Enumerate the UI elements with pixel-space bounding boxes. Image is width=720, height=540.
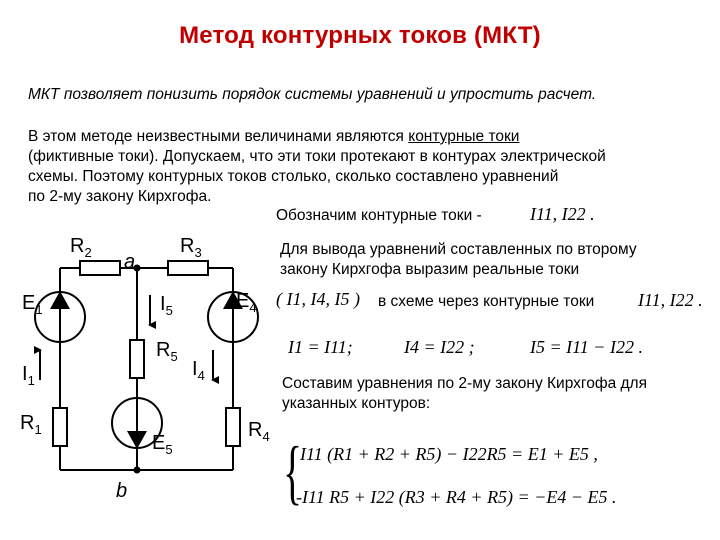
intro-text: МКТ позволяет понизить порядок системы уравнений и упростить расчет. (28, 86, 597, 103)
equation-1: I11 (R1 + R2 + R5) − I22R5 = E1 + E5 , (300, 444, 598, 464)
relation-i4: I4 = I22 ; (404, 337, 475, 357)
label-r1: $R_1$ (20, 412, 42, 437)
label-r2: $R_2$ (70, 235, 92, 260)
label-e4: $E_4$ (236, 290, 257, 315)
relation-i5: I5 = I11 − I22 . (530, 337, 643, 357)
para-line1: В этом методе неизвестными величинами являются (28, 128, 409, 145)
compose-line2: указанных контуров: (282, 395, 431, 412)
source-e4 (208, 291, 258, 343)
label-i5: $I_5$ (160, 293, 173, 318)
resistor-r2 (80, 261, 120, 275)
express-mid: в схеме через контурные токи (378, 293, 595, 310)
express-contour-math: I11, I22 . (638, 290, 703, 310)
label-e5: $E_5$ (152, 432, 173, 457)
para-line4: по 2-му закону Кирхгофа. (28, 188, 212, 205)
express-line2: закону Кирхгофа выразим реальные токи (280, 261, 580, 278)
resistor-r4 (226, 408, 240, 446)
system-brace: { (283, 432, 303, 512)
label-r4: $R_4$ (248, 419, 270, 444)
real-currents-math: ( I1, I4, I5 ) (276, 289, 360, 309)
method-paragraph (28, 127, 708, 207)
label-node-b: b (116, 480, 128, 502)
designate-text: Обозначим контурные токи - (276, 207, 482, 224)
label-r5: $R_5$ (156, 339, 178, 364)
equation-2: -I11 R5 + I22 (R3 + R4 + R5) = −E4 − E5 . (296, 487, 617, 507)
para-line2: (фиктивные токи). Допускаем, что эти токи протекают в контурах электрической (28, 148, 606, 165)
compose-line1: Составим уравнения по 2-му закону Кирхгофа для (282, 375, 647, 392)
label-i1: $I_1$ (22, 363, 35, 388)
express-line1: Для вывода уравнений составленных по второму (280, 241, 637, 258)
label-node-a: a (124, 251, 136, 273)
resistor-r5 (130, 340, 144, 378)
label-i4: $I_4$ (192, 358, 205, 383)
page-title: Метод контурных токов (МКТ) (179, 22, 541, 49)
designate-math: I11, I22 . (530, 204, 595, 224)
contour-currents-term: контурные токи (408, 128, 520, 145)
label-r3: $R_3$ (180, 235, 202, 260)
resistor-r1 (53, 408, 67, 446)
label-e1: $E_1$ (22, 292, 43, 317)
relation-i1: I1 = I11; (288, 337, 353, 357)
circuit-diagram (0, 225, 303, 535)
para-line3: схемы. Поэтому контурных токов столько, сколько составлено уравнений (28, 168, 559, 185)
resistor-r3 (168, 261, 208, 275)
source-e1 (35, 291, 85, 343)
